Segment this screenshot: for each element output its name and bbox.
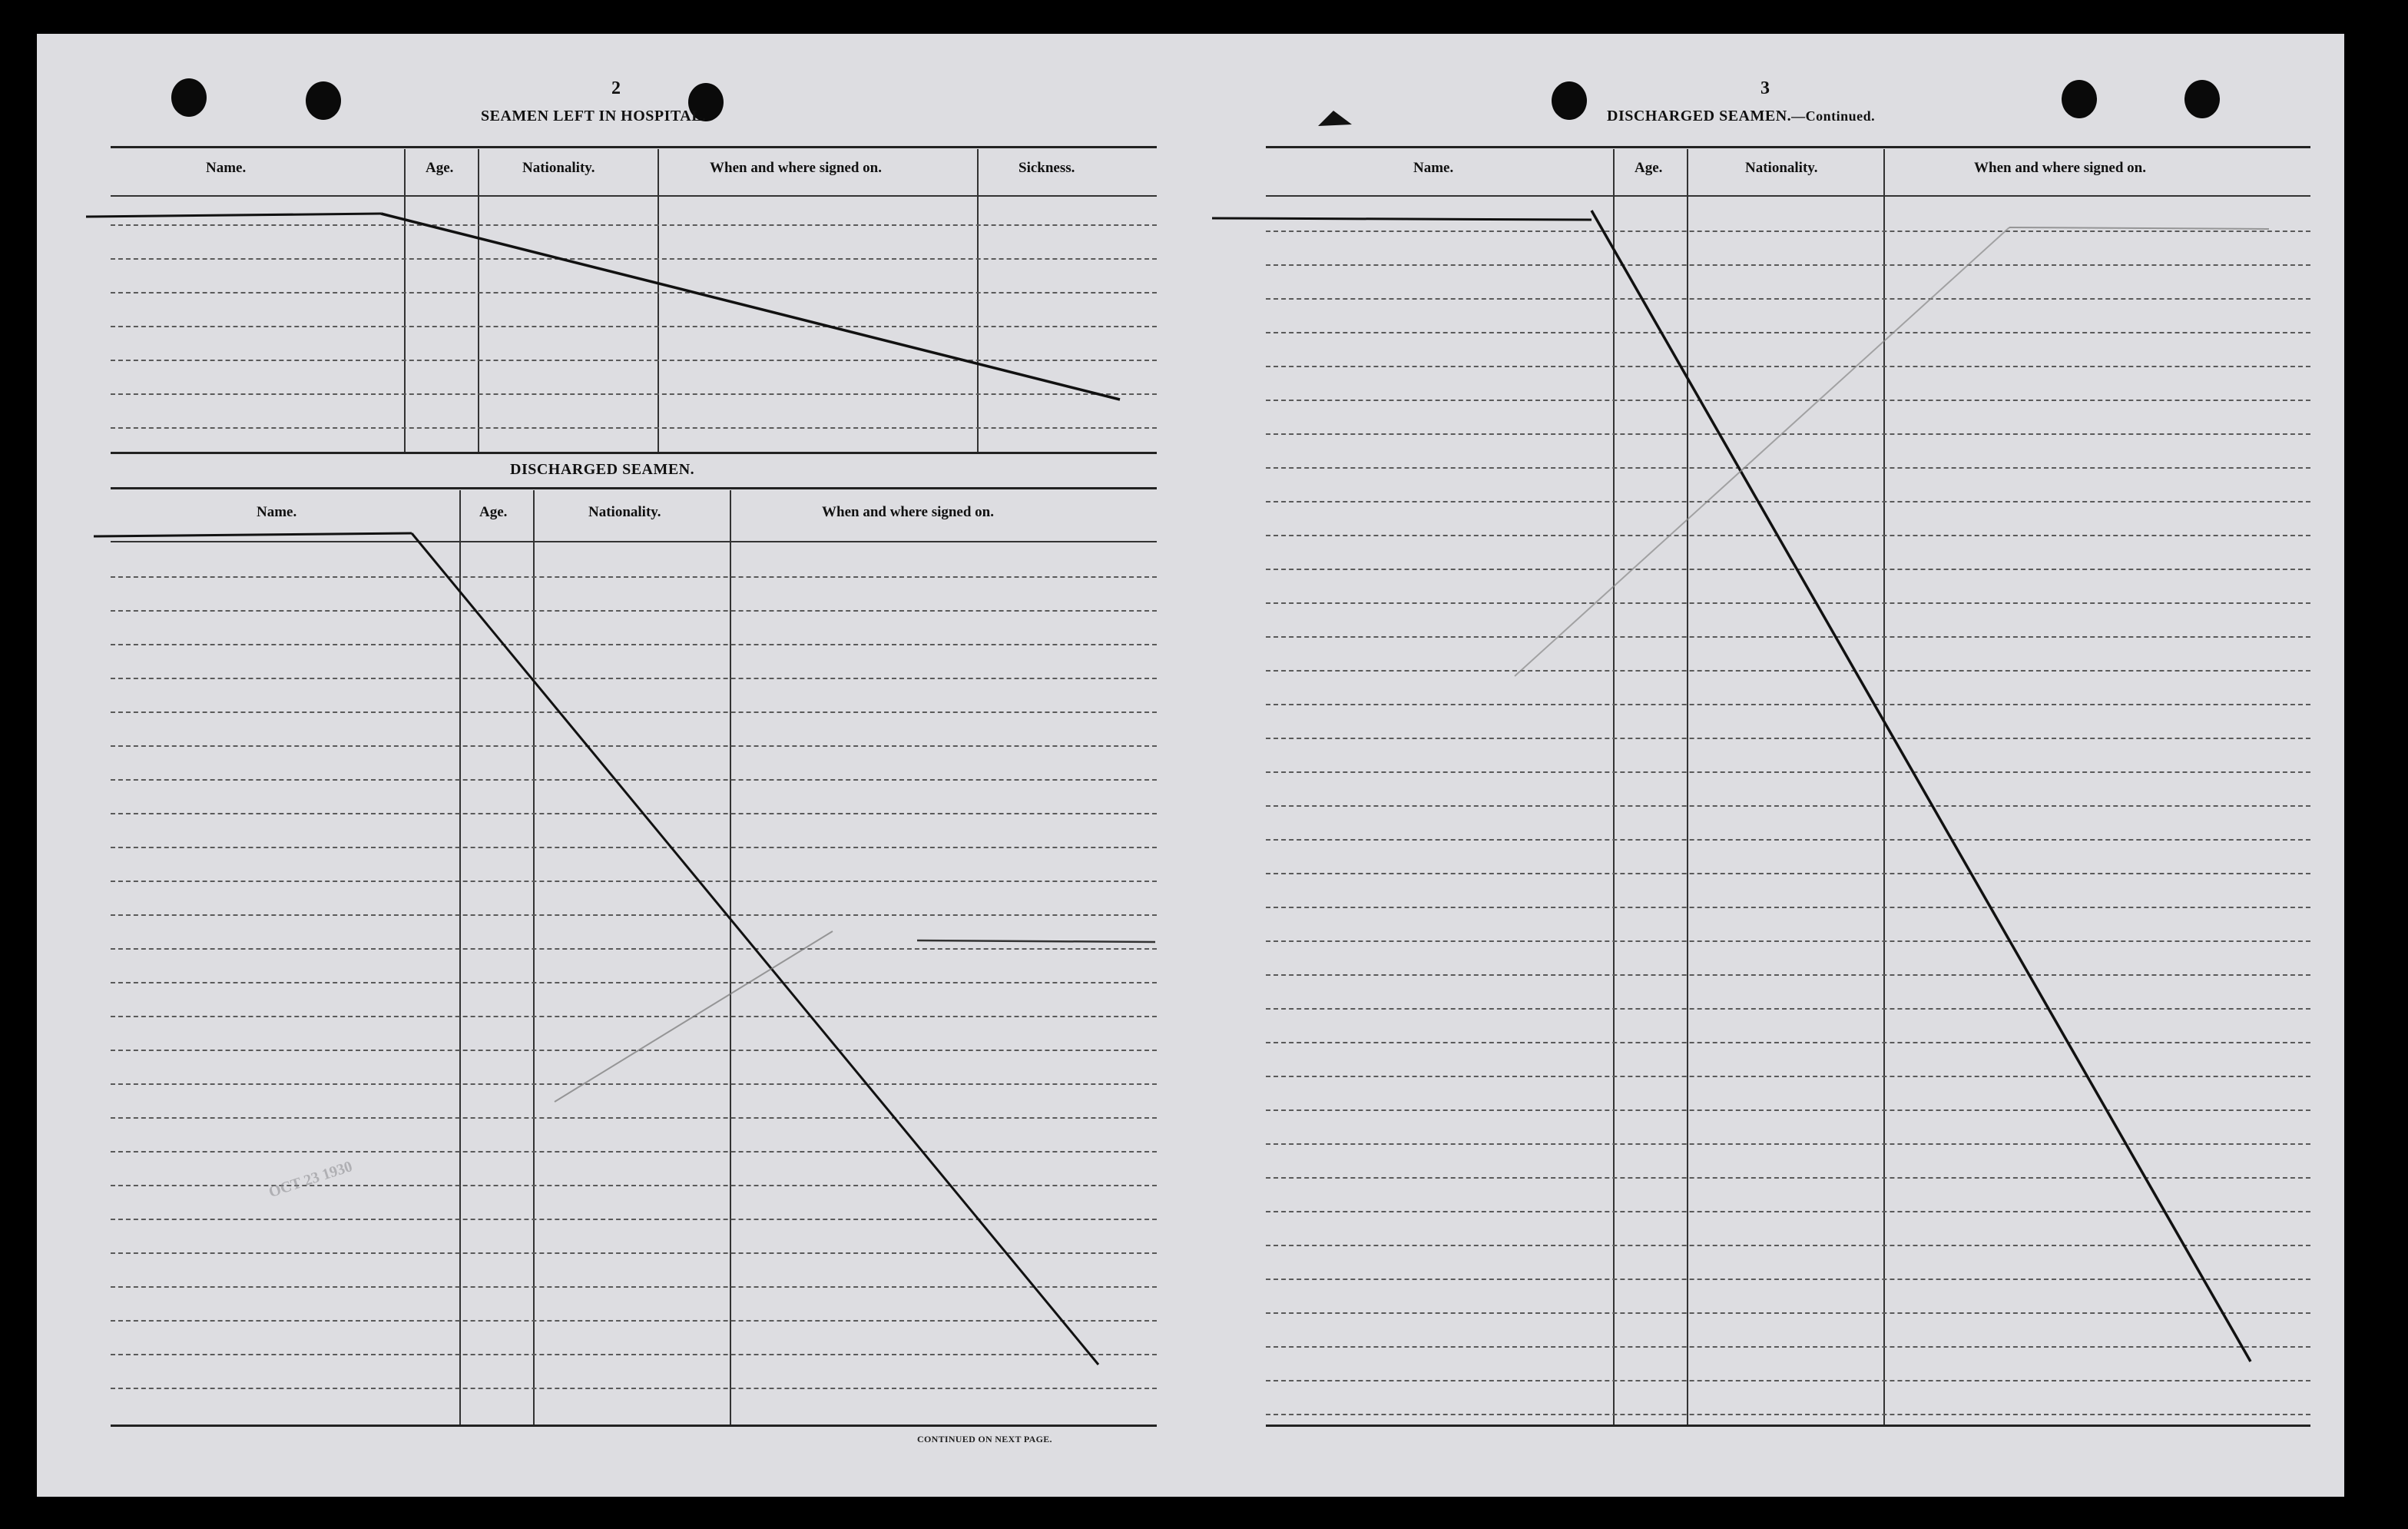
right-section-title-text: DISCHARGED SEAMEN. [1607, 108, 1792, 124]
col-header-name: Name. [1413, 160, 1454, 176]
col-header-signed-on: When and where signed on. [1974, 160, 2147, 176]
strike-line [917, 940, 1155, 942]
col-header-name: Name. [257, 504, 297, 520]
right-page-number: 3 [1760, 78, 1770, 98]
col-header-sickness: Sickness. [1019, 160, 1075, 176]
strike-through-marks [37, 34, 2344, 1497]
col-header-name: Name. [206, 160, 247, 176]
strike-line [1592, 211, 2251, 1362]
continued-note: CONTINUED ON NEXT PAGE. [917, 1434, 1052, 1444]
faint-strike-line [555, 931, 833, 1102]
faint-strike-line [2009, 227, 2269, 229]
col-header-signed-on: When and where signed on. [822, 504, 995, 520]
strike-line [94, 533, 412, 536]
col-header-signed-on: When and where signed on. [710, 160, 883, 176]
strike-line [86, 214, 381, 217]
faint-strike-line [1515, 227, 2009, 676]
strike-line [1212, 218, 1592, 220]
strike-line [381, 214, 1120, 400]
manifest-sheet [37, 34, 2344, 1497]
hospital-section-title: SEAMEN LEFT IN HOSPITAL. [481, 108, 707, 124]
col-header-age: Age. [426, 160, 454, 176]
col-header-nationality: Nationality. [1745, 160, 1818, 176]
left-page-number: 2 [611, 78, 621, 98]
strike-line [412, 533, 1098, 1365]
ink-mark [1318, 111, 1352, 126]
col-header-age: Age. [1635, 160, 1663, 176]
col-header-nationality: Nationality. [588, 504, 661, 520]
discharged-section-title: DISCHARGED SEAMEN. [510, 461, 695, 478]
right-section-title-suffix: —Continued. [1791, 108, 1876, 124]
date-stamp: OCT 23 1930 [267, 1158, 355, 1201]
col-header-age: Age. [479, 504, 508, 520]
col-header-nationality: Nationality. [522, 160, 595, 176]
